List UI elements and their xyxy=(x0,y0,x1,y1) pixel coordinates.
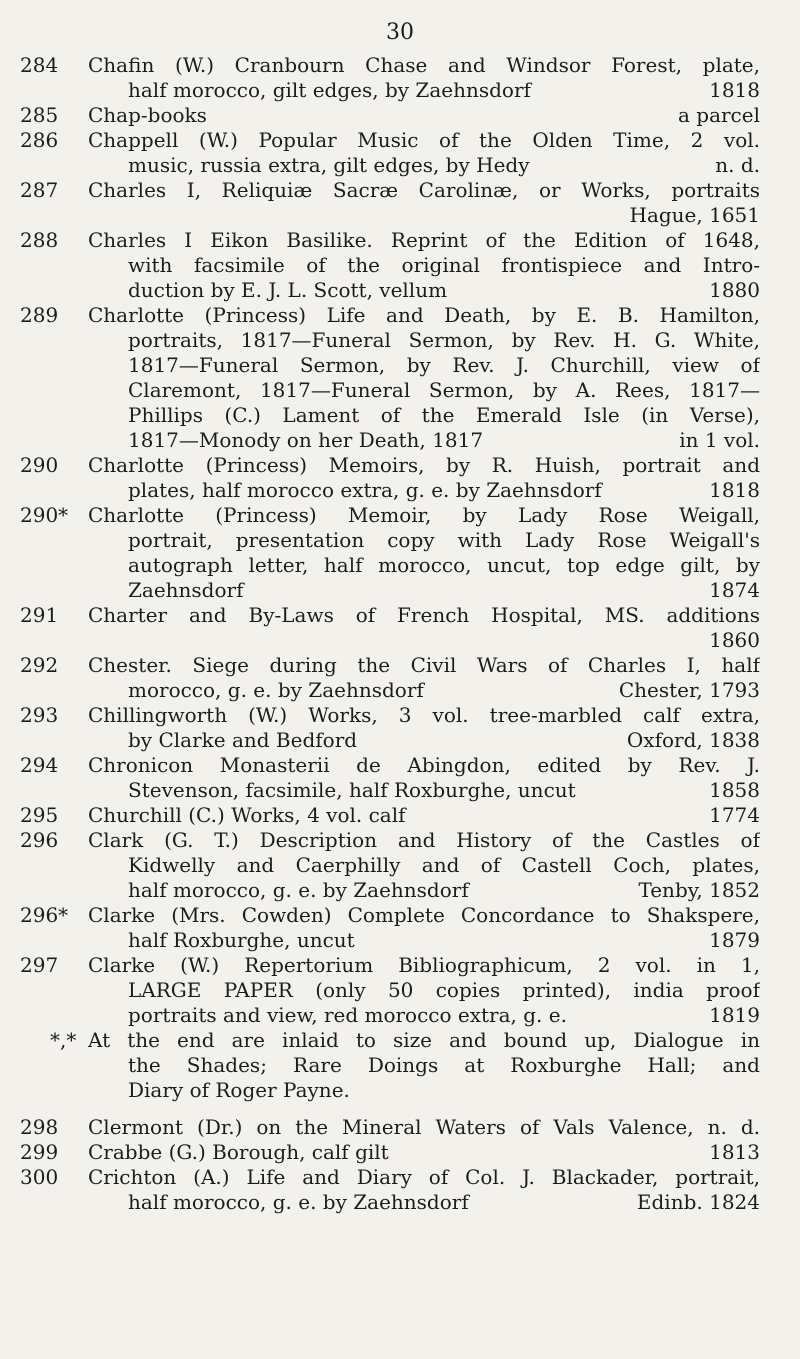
lot-number: 284 xyxy=(20,53,59,77)
catalogue-entry xyxy=(20,653,760,703)
entry-line xyxy=(20,678,760,703)
entry-text: morocco, g. e. by Zaehnsdorf xyxy=(128,678,424,702)
entry-text: half morocco, gilt edges, by Zaehnsdorf xyxy=(128,78,531,102)
entry-line xyxy=(20,203,760,228)
entry-line: Charles I, Reliquiæ Sacræ Carolinæ, or Works, portraits xyxy=(88,178,760,202)
entry-line: Charlotte (Princess) Memoirs, by R. Huish, portrait and xyxy=(88,453,760,477)
lot-number: 286 xyxy=(20,128,59,152)
entry-line: Chappell (W.) Popular Music of the Olden Time, 2 vol. xyxy=(88,128,760,152)
entry-line xyxy=(20,153,760,178)
catalogue-entry xyxy=(20,828,760,903)
catalogue-entry xyxy=(20,128,760,178)
lot-number: 297 xyxy=(20,953,59,977)
note-line: Diary of Roger Payne. xyxy=(128,1078,350,1102)
catalogue-entry xyxy=(20,503,760,603)
note-mark: *,* xyxy=(50,1028,77,1052)
entry-imprint: 1818 xyxy=(709,478,760,502)
entry-line: Clark (G. T.) Description and History of the Castles of xyxy=(88,828,760,852)
lot-number: 290* xyxy=(20,503,69,527)
lot-number: 290 xyxy=(20,453,59,477)
entry-line: Crichton (A.) Life and Diary of Col. J. Blackader, portrait, xyxy=(88,1165,760,1189)
entry-line xyxy=(20,103,760,128)
catalogue-entry xyxy=(20,903,760,953)
catalogue-entry xyxy=(20,453,760,503)
entry-line: Phillips (C.) Lament of the Emerald Isle (in Verse), xyxy=(128,403,760,427)
entry-line: Charlotte (Princess) Memoir, by Lady Rose Weigall, xyxy=(88,503,760,527)
entry-line: Kidwelly and Caerphilly and of Castell Coch, plates, xyxy=(128,853,760,877)
entry-line: with facsimile of the original frontispiece and Intro- xyxy=(128,253,760,277)
lot-number: 285 xyxy=(20,103,59,127)
entry-line xyxy=(20,628,760,653)
entry-text: Churchill (C.) Works, 4 vol. calf xyxy=(88,803,406,827)
entry-line: portrait, presentation copy with Lady Rose Weigall's xyxy=(128,528,760,552)
entry-imprint: Edinb. 1824 xyxy=(636,1190,760,1214)
lot-number: 299 xyxy=(20,1140,59,1164)
entry-imprint: 1874 xyxy=(709,578,760,602)
entry-line xyxy=(20,428,760,453)
entry-text: half Roxburghe, uncut xyxy=(128,928,355,952)
entry-text: plates, half morocco extra, g. e. by Zaehnsdorf xyxy=(128,478,602,502)
lot-number: 296 xyxy=(20,828,59,852)
catalogue-entry xyxy=(20,953,760,1028)
entry-text: Stevenson, facsimile, half Roxburghe, uncut xyxy=(128,778,576,802)
entry-line: Charlotte (Princess) Life and Death, by E. B. Hamilton, xyxy=(88,303,760,327)
spacer xyxy=(20,1103,760,1115)
entry-list xyxy=(20,53,760,1215)
entry-imprint: Tenby, 1852 xyxy=(638,878,760,902)
entry-text: Chap-books xyxy=(88,103,207,127)
lot-number: 288 xyxy=(20,228,59,252)
catalogue-entry xyxy=(20,1140,760,1165)
entry-line: Clarke (Mrs. Cowden) Complete Concordance to Shakspere, xyxy=(88,903,760,927)
catalogue-entry xyxy=(20,228,760,303)
note-line: the Shades; Rare Doings at Roxburghe Hall; and xyxy=(128,1053,760,1077)
entry-imprint: n. d. xyxy=(715,153,760,177)
page-number: 30 xyxy=(386,20,414,45)
catalogue-entry xyxy=(20,53,760,103)
entry-line xyxy=(20,728,760,753)
entry-line: Chafin (W.) Cranbourn Chase and Windsor Forest, plate, xyxy=(88,53,760,77)
entry-line xyxy=(20,878,760,903)
entry-line xyxy=(20,578,760,603)
note-line: At the end are inlaid to size and bound up, Dialogue in xyxy=(88,1028,760,1052)
entry-text: Crabbe (G.) Borough, calf gilt xyxy=(88,1140,389,1164)
entry-imprint: 1879 xyxy=(709,928,760,952)
lot-number: 294 xyxy=(20,753,59,777)
entry-imprint: in 1 vol. xyxy=(679,428,760,452)
entry-line: Chillingworth (W.) Works, 3 vol. tree-marbled calf extra, xyxy=(88,703,760,727)
entry-line: LARGE PAPER (only 50 copies printed), india proof xyxy=(128,978,760,1002)
entry-line: Claremont, 1817—Funeral Sermon, by A. Rees, 1817— xyxy=(128,378,760,402)
entry-imprint: 1774 xyxy=(709,803,760,827)
catalogue-entry xyxy=(20,303,760,453)
entry-imprint: 1818 xyxy=(709,78,760,102)
entry-imprint: Hague, 1651 xyxy=(629,203,760,227)
catalogue-entry xyxy=(20,1165,760,1215)
entry-imprint: 1880 xyxy=(709,278,760,302)
catalogue-entry xyxy=(20,178,760,228)
entry-text: duction by E. J. L. Scott, vellum xyxy=(128,278,448,302)
catalogue-entry xyxy=(20,603,760,653)
catalogue-entry xyxy=(20,103,760,128)
lot-number: 292 xyxy=(20,653,59,677)
entry-line xyxy=(20,1190,760,1215)
entry-imprint: Oxford, 1838 xyxy=(626,728,760,752)
entry-text: 1817—Monody on her Death, 1817 xyxy=(128,428,484,452)
entry-imprint: Chester, 1793 xyxy=(618,678,760,702)
entry-line: 1817—Funeral Sermon, by Rev. J. Churchill, view of xyxy=(128,353,760,377)
lot-number: 293 xyxy=(20,703,59,727)
entry-line xyxy=(20,278,760,303)
entry-line: Clarke (W.) Repertorium Bibliographicum, 2 vol. in 1, xyxy=(88,953,760,977)
lot-number: 287 xyxy=(20,178,59,202)
entry-text: by Clarke and Bedford xyxy=(128,728,358,752)
catalogue-entry xyxy=(20,753,760,803)
entry-line: portraits, 1817—Funeral Sermon, by Rev. H. G. White, xyxy=(128,328,760,352)
entry-text: music, russia extra, gilt edges, by Hedy xyxy=(128,153,530,177)
entry-imprint: 1860 xyxy=(709,628,760,652)
entry-text: half morocco, g. e. by Zaehnsdorf xyxy=(128,878,469,902)
entry-text: portraits and view, red morocco extra, g. e. xyxy=(128,1003,567,1027)
lot-number: 298 xyxy=(20,1115,59,1139)
entry-imprint: a parcel xyxy=(677,103,760,127)
entry-imprint: 1819 xyxy=(709,1003,760,1027)
entry-imprint: 1813 xyxy=(709,1140,760,1164)
entry-line: autograph letter, half morocco, uncut, top edge gilt, by xyxy=(128,553,760,577)
lot-number: 296* xyxy=(20,903,69,927)
entry-line: Charles I Eikon Basilike. Reprint of the Edition of 1648, xyxy=(88,228,760,252)
entry-text: half morocco, g. e. by Zaehnsdorf xyxy=(128,1190,469,1214)
catalogue-entry xyxy=(20,1115,760,1140)
entry-imprint: 1858 xyxy=(709,778,760,802)
entry-line xyxy=(20,78,760,103)
entry-text: Zaehnsdorf xyxy=(128,578,244,602)
entry-line: Chester. Siege during the Civil Wars of Charles I, half xyxy=(88,653,760,677)
entry-line xyxy=(20,478,760,503)
lot-number: 300 xyxy=(20,1165,59,1189)
entry-line: Charter and By-Laws of French Hospital, MS. additions xyxy=(88,603,760,627)
note xyxy=(20,1028,760,1103)
lot-number: 289 xyxy=(20,303,59,327)
catalogue-entry xyxy=(20,703,760,753)
entry-line xyxy=(20,803,760,828)
catalogue-entry xyxy=(20,803,760,828)
entry-line xyxy=(20,1140,760,1165)
entry-line: Clermont (Dr.) on the Mineral Waters of Vals Valence, n. d. xyxy=(88,1115,760,1139)
entry-line xyxy=(20,928,760,953)
lot-number: 291 xyxy=(20,603,59,627)
entry-line xyxy=(20,1003,760,1028)
entry-line xyxy=(20,778,760,803)
lot-number: 295 xyxy=(20,803,59,827)
entry-line: Chronicon Monasterii de Abingdon, edited by Rev. J. xyxy=(88,753,760,777)
